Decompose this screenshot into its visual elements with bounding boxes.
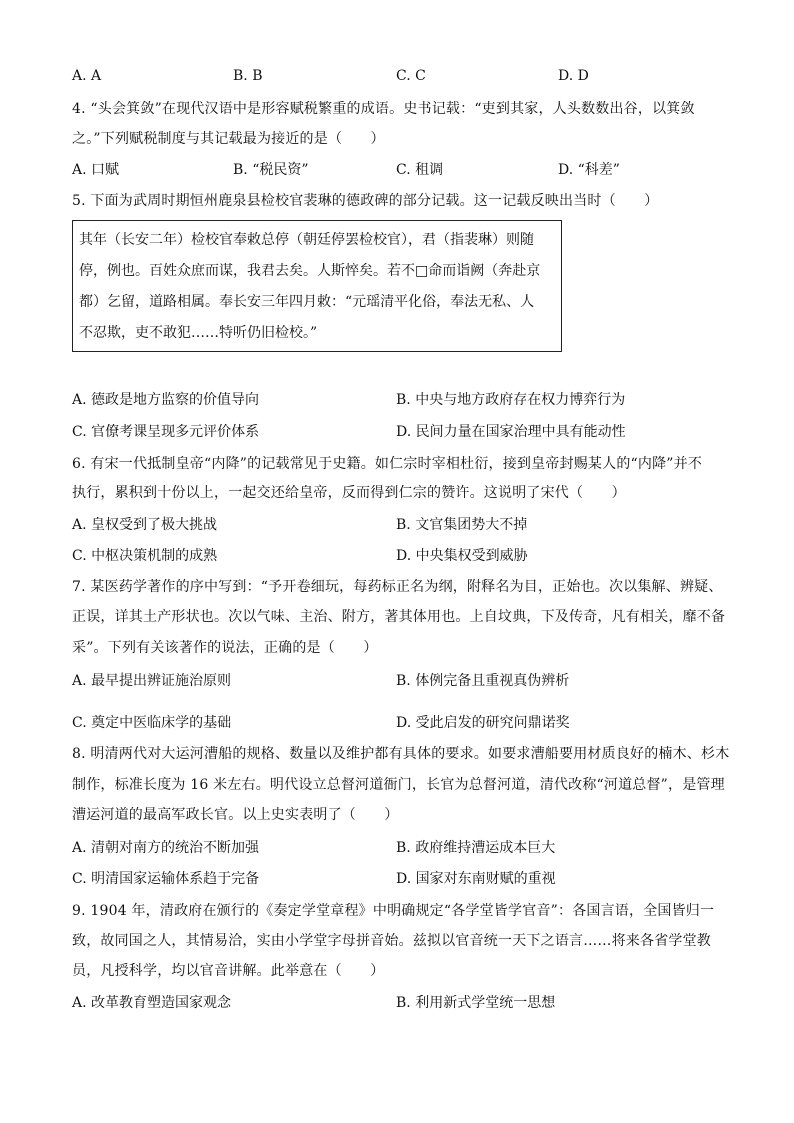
question-9-line-2: 致，故同国之人，其情易洽，实由小学堂字母拼音始。兹拟以官音统一天下之语言……将来各省学堂教 xyxy=(72,933,711,949)
question-9-line-3: 员，凡授科学，均以官音讲解。此举意在（ ） xyxy=(72,963,385,979)
q7-option-a: A. 最早提出辨证施治原则 xyxy=(72,673,232,689)
q5-option-d: D. 民间力量在国家治理中具有能动性 xyxy=(396,424,626,440)
question-8-line-1: 8. 明清两代对大运河漕船的规格、数量以及维护都有具体的要求。如要求漕船要用材质良好的楠木、杉木 xyxy=(72,746,730,762)
q5-option-c: C. 官僚考课呈现多元评价体系 xyxy=(72,424,260,440)
quote-line-1: 其年（长安二年）检校官奉敕总停（朝廷停罢检校官），君（指裴琳）则随 xyxy=(79,232,534,248)
q5-option-b: B. 中央与地方政府存在权力博弈行为 xyxy=(396,392,626,408)
q9-option-b: B. 利用新式学堂统一思想 xyxy=(396,995,556,1011)
q4-option-c: C. 租调 xyxy=(396,162,444,178)
question-4-line-2: 之。”下列赋税制度与其记载最为接近的是（ ） xyxy=(72,131,385,147)
quote-box xyxy=(72,220,562,352)
q7-option-b: B. 体例完备且重视真伪辨析 xyxy=(396,673,570,689)
question-7-line-2: 正误，详其土产形状也。次以气味、主治、附方，著其体用也。上自坟典，下及传奇，凡有相关，靡不备 xyxy=(72,609,726,625)
question-5-line-1: 5. 下面为武周时期恒州鹿泉县检校官裴琳的德政碑的部分记载。这一记载反映出当时（ ） xyxy=(72,193,659,209)
q7-option-d: D. 受此启发的研究问鼎诺奖 xyxy=(396,715,570,731)
quote-line-3: 都）乞留，道路相属。奉长安三年四月敕：“元瑶清平化俗，奉法无私、人 xyxy=(79,294,535,310)
q8-option-a: A. 清朝对南方的统治不断加强 xyxy=(72,840,260,856)
q8-option-c: C. 明清国家运输体系趋于完备 xyxy=(72,871,260,887)
q7-option-c: C. 奠定中医临床学的基础 xyxy=(72,715,232,731)
q3-option-d: D. D xyxy=(558,68,589,84)
q4-option-a: A. 口赋 xyxy=(72,162,120,178)
question-8-line-2: 制作，标准长度为 16 米左右。明代设立总督河道衙门，长官为总督河道，清代改称“河道总督”，是管理 xyxy=(72,777,725,793)
question-6-line-2: 执行，累积到十份以上，一起交还给皇帝，反而得到仁宗的赞许。这说明了宋代（ ） xyxy=(72,485,626,501)
question-9-line-1: 9. 1904 年，清政府在颁行的《奏定学堂章程》中明确规定“各学堂皆学官音”：各国言语，全国皆归一 xyxy=(72,903,715,919)
q6-option-b: B. 文官集团势大不掉 xyxy=(396,517,528,533)
question-7-line-1: 7. 某医药学著作的序中写到：“予开卷细玩，每药标正名为纲，附释名为目，正始也。次以集解、辨疑、 xyxy=(72,579,723,595)
quote-line-4: 不忍欺，吏不敢犯……特听仍旧检校。” xyxy=(79,325,318,341)
q6-option-d: D. 中央集权受到威胁 xyxy=(396,548,528,564)
q8-option-d: D. 国家对东南财赋的重视 xyxy=(396,871,556,887)
q4-option-d: D. “科差” xyxy=(558,162,620,178)
q9-option-a: A. 改革教育塑造国家观念 xyxy=(72,995,232,1011)
q3-option-a: A. A xyxy=(72,68,102,84)
quote-line-2: 停，例也。百姓众庶而谋，我君去矣。人斯悴矣。若不□命而诣阙（奔赴京 xyxy=(79,263,541,279)
q3-option-c: C. C xyxy=(396,68,426,84)
q5-option-a: A. 德政是地方监察的价值导向 xyxy=(72,392,260,408)
q6-option-c: C. 中枢决策机制的成熟 xyxy=(72,548,218,564)
q8-option-b: B. 政府维持漕运成本巨大 xyxy=(396,840,556,856)
question-7-line-3: 采”。下列有关该著作的说法，正确的是（ ） xyxy=(72,640,378,656)
q3-option-b: B. B xyxy=(233,68,263,84)
q6-option-a: A. 皇权受到了极大挑战 xyxy=(72,517,218,533)
question-8-line-3: 漕运河道的最高军政长官。以上史实表明了（ ） xyxy=(72,807,399,823)
question-6-line-1: 6. 有宋一代抵制皇帝“内降”的记载常见于史籍。如仁宗时宰相杜衍，接到皇帝封赐某人的“内降”并不 xyxy=(72,456,703,472)
question-4-line-1: 4. “头会箕敛”在现代汉语中是形容赋税繁重的成语。史书记载：“吏到其家，人头数数出谷，以箕敛 xyxy=(72,101,695,117)
q4-option-b: B. “税民资” xyxy=(233,162,309,178)
